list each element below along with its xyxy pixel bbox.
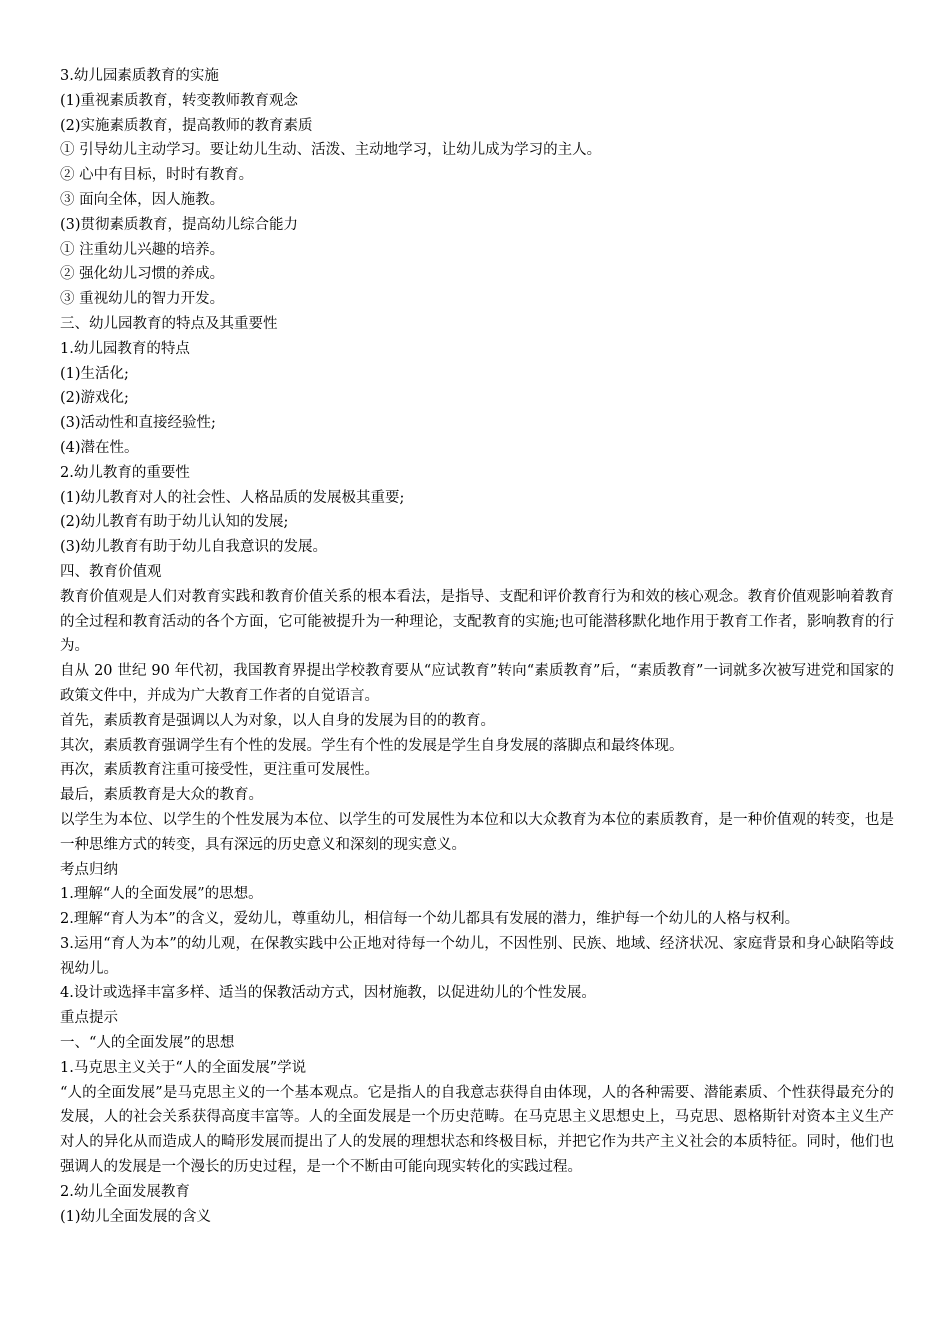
paragraph: 以学生为本位、以学生的个性发展为本位、以学生的可发展性为本位和以大众教育为本位的素质教育，是一种价值观的转变，也是一种思维方式的转变，具有深远的历史意义和深刻的现实意义。 <box>60 811 894 853</box>
subsection-heading: 1.马克思主义关于“人的全面发展”学说 <box>60 1059 307 1076</box>
list-item: ② 心中有目标，时时有教育。 <box>60 167 254 184</box>
list-item: ③ 面向全体，因人施教。 <box>60 191 225 208</box>
list-item: (1)幼儿教育对人的社会性、人格品质的发展极其重要; <box>60 489 405 506</box>
paragraph: 自从 20 世纪 90 年代初，我国教育界提出学校教育要从“应试教育”转向“素质教育”后，“素质教育”一词就多次被写进党和国家的政策文件中，并成为广大教育工作者的自觉语言。 <box>60 663 894 704</box>
list-item: ① 引导幼儿主动学习。要让幼儿生动、活泼、主动地学习，让幼儿成为学习的主人。 <box>60 142 602 159</box>
section-heading: 考点归纳 <box>60 861 118 878</box>
section-heading: 三、幼儿园教育的特点及其重要性 <box>60 315 278 332</box>
paragraph: 其次，素质教育强调学生有个性的发展。学生有个性的发展是学生自身发展的落脚点和最终体现。 <box>60 737 684 754</box>
list-item: (3)贯彻素质教育，提高幼儿综合能力 <box>60 216 299 233</box>
section-heading: 重点提示 <box>60 1010 118 1027</box>
paragraph: 再次，素质教育注重可接受性，更注重可发展性。 <box>60 762 379 779</box>
paragraph: 首先，素质教育是强调以人为对象，以人自身的发展为目的的教育。 <box>60 712 495 729</box>
section-heading: 3.幼儿园素质教育的实施 <box>60 68 219 84</box>
section-heading: 一、“人的全面发展”的思想 <box>60 1035 235 1052</box>
list-item: (3)活动性和直接经验性; <box>60 415 216 432</box>
subsection-heading: 2.幼儿全面发展教育 <box>60 1183 190 1200</box>
section-heading: 四、教育价值观 <box>60 563 162 580</box>
paragraph: “人的全面发展”是马克思主义的一个基本观点。它是指人的自我意志获得自由体现，人的各种需要、潜能素质、个性获得最充分的发展，人的社会关系获得高度丰富等。人的全面发展是一个历史范畴。在马克思主义思想史上，马克思、恩格斯针对资本主义生产对人的异化从而造成人的畸形发展而提出了人的发展的理想状态和终极目标，并把它作为共产主义社会的本质特征。同时，他们也强调人的发展是一个漫长的历史过程，是一个不断由可能向现实转化的实践过程。 <box>60 1084 894 1176</box>
paragraph: 教育价值观是人们对教育实践和教育价值关系的根本看法，是指导、支配和评价教育行为和效的核心观念。教育价值观影响着教育的全过程和教育活动的各个方面，它可能被提升为一种理论，支配教育的实施;也可能潜移默化地作用于教育工作者，影响教育的行为。 <box>60 588 894 655</box>
list-item: ② 强化幼儿习惯的养成。 <box>60 266 225 283</box>
document-page <box>60 64 894 1229</box>
list-item: (1)重视素质教育，转变教师教育观念 <box>60 92 299 109</box>
list-item: (1)生活化; <box>60 365 129 382</box>
list-item: 1.理解“人的全面发展”的思想。 <box>60 886 263 903</box>
paragraph: 最后，素质教育是大众的教育。 <box>60 787 263 804</box>
subsection-heading: 2.幼儿教育的重要性 <box>60 464 190 481</box>
list-item: 4.设计或选择丰富多样、适当的保教活动方式，因材施教，以促进幼儿的个性发展。 <box>60 985 596 1002</box>
list-item: 2.理解“育人为本”的含义，爱幼儿，尊重幼儿，相信每一个幼儿都具有发展的潜力，维护每一个幼儿的人格与权利。 <box>60 911 800 928</box>
list-item: ① 注重幼儿兴趣的培养。 <box>60 241 225 258</box>
list-item: 3.运用“育人为本”的幼儿观，在保教实践中公正地对待每一个幼儿，不因性别、民族、地域、经济状况、家庭背景和身心缺陷等歧视幼儿。 <box>60 935 894 977</box>
list-item: (3)幼儿教育有助于幼儿自我意识的发展。 <box>60 539 328 556</box>
list-item: (2)幼儿教育有助于幼儿认知的发展; <box>60 514 289 531</box>
list-item: (2)游戏化; <box>60 390 129 407</box>
list-item: (4)潜在性。 <box>60 439 139 456</box>
subsection-heading: 1.幼儿园教育的特点 <box>60 340 190 357</box>
list-item: (1)幼儿全面发展的含义 <box>60 1208 212 1225</box>
list-item: ③ 重视幼儿的智力开发。 <box>60 291 225 308</box>
list-item: (2)实施素质教育，提高教师的教育素质 <box>60 117 313 134</box>
